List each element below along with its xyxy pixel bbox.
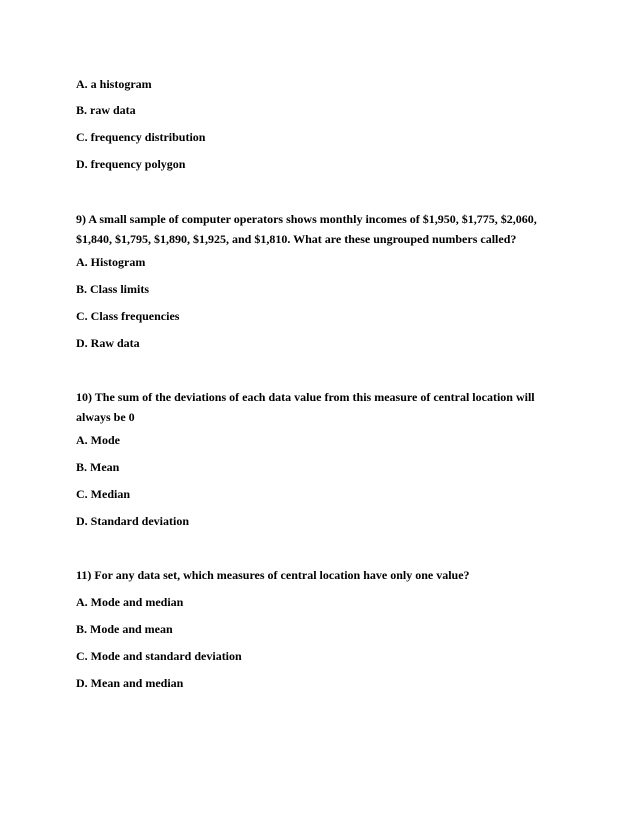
question-10-text: 10) The sum of the deviations of each data value from this measure of central location will always be 0 — [76, 390, 535, 424]
carryover-option-b: B. raw data — [76, 103, 136, 117]
carryover-option-d: D. frequency polygon — [76, 157, 186, 171]
question-10-option-d: D. Standard deviation — [76, 514, 190, 528]
carryover-option-a: A. a histogram — [76, 77, 152, 91]
question-9-option-c: C. Class frequencies — [76, 309, 180, 323]
question-9-option-d: D. Raw data — [76, 336, 140, 350]
question-11-option-b: B. Mode and mean — [76, 622, 173, 636]
question-11-option-d: D. Mean and median — [76, 676, 184, 690]
question-10-option-a: A. Mode — [76, 433, 120, 447]
carryover-option-c: C. frequency distribution — [76, 130, 206, 144]
question-9-option-b: B. Class limits — [76, 282, 150, 296]
question-9-text: 9) A small sample of computer operators shows monthly incomes of $1,950, $1,775, $2,060, $1,840, $1,795, $1,890, $1,925, and $1,810. What are these ungrouped numbers called? — [76, 212, 537, 246]
question-10-option-c: C. Median — [76, 487, 130, 501]
question-11-text: 11) For any data set, which measures of central location have only one value? — [76, 568, 470, 582]
question-10-option-b: B. Mean — [76, 460, 120, 474]
question-11-option-c: C. Mode and standard deviation — [76, 649, 242, 663]
question-9-option-a: A. Histogram — [76, 255, 146, 269]
question-11-option-a: A. Mode and median — [76, 595, 184, 609]
